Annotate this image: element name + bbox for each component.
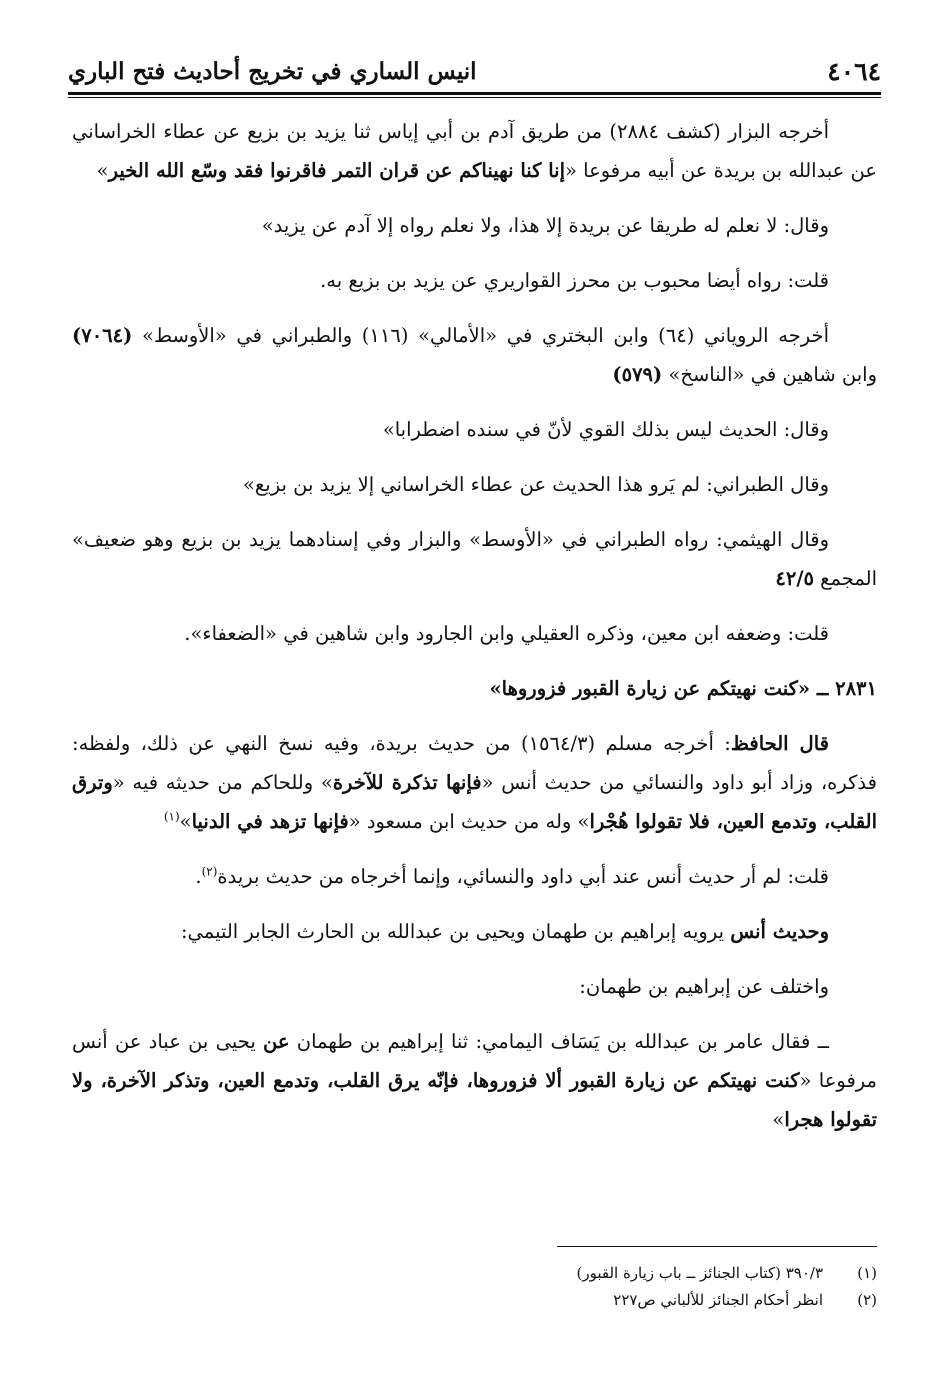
paragraph-5: وقال: الحديث ليس بذلك القوي لأنّ في سنده اضطرابا» [382, 418, 829, 441]
paragraph-2: وقال: لا نعلم له طريقا عن بريدة إلا هذا، ولا نعلم رواه إلا آدم عن يزيد» [261, 214, 829, 237]
paragraph-7: وقال الهيثمي: رواه الطبراني في «الأوسط» والبزار وفي إسنادهما يزيد بن بزيع وهو ضعيف» المجمع ٤٢/٥ [72, 528, 877, 590]
book-title: انيس الساري في تخريج أحاديث فتح الباري [68, 57, 477, 85]
main-text [72, 112, 877, 1155]
header-rule [68, 92, 881, 98]
hadith-heading-2831: ٢٨٣١ ــ «كنت نهيتكم عن زيارة القبور فزوروها» [489, 677, 877, 700]
footnote-1 [72, 1260, 877, 1287]
footnotes [72, 1260, 877, 1314]
page-header [68, 54, 881, 88]
footnote-number: (٢) [857, 1291, 877, 1309]
page-number: ٤٠٦٤ [827, 56, 881, 86]
paragraph-12: وحديث أنس يرويه إبراهيم بن طهمان ويحيى بن عبدالله بن الحارث الجابر التيمي: [180, 920, 829, 943]
footnote-text: ٣٩٠/٣ (كتاب الجنائز ــ باب زيارة القبور) [576, 1264, 823, 1282]
footnote-rule [557, 1246, 877, 1247]
footnote-ref-2[interactable]: (٢) [201, 864, 218, 879]
paragraph-1: أخرجه البزار (كشف ٢٨٨٤) من طريق آدم بن أبي إياس ثنا يزيد بن بزيع عن عطاء الخراساني عن عبدالله بن بريدة عن أبيه مرفوعا «إنا كنا نهيناكم عن قران التمر فاقرنوا فقد وسّع الله الخير» [72, 120, 877, 182]
paragraph-8: قلت: وضعفه ابن معين، وذكره العقيلي وابن الجارود وابن شاهين في «الضعفاء». [184, 622, 829, 645]
footnote-2 [72, 1287, 877, 1314]
paragraph-14: ــ فقال عامر بن عبدالله بن يَسَاف اليمامي: ثنا إبراهيم بن طهمان عن يحيى بن عباد عن أنس مرفوعا «كنت نهيتكم عن زيارة القبور ألا فزوروها، فإنّه يرق القلب، وتدمع العين، وتذكر الآخرة، ولا تقولوا هجرا» [72, 1030, 877, 1131]
paragraph-6: وقال الطبراني: لم يَرو هذا الحديث عن عطاء الخراساني إلا يزيد بن بزيع» [243, 473, 829, 496]
paragraph-11: قلت: لم أر حديث أنس عند أبي داود والنسائي، وإنما أخرجاه من حديث بريدة$^{(٢)}$. [195, 864, 829, 888]
footnote-text: انظر أحكام الجنائز للألباني ص٢٢٧ [613, 1291, 823, 1309]
paragraph-4: أخرجه الروياني (٦٤) وابن البختري في «الأمالي» (١١٦) والطبراني في «الأوسط» (٧٠٦٤) وابن شاهين في «الناسخ» (٥٧٩) [72, 324, 877, 386]
paragraph-3: قلت: رواه أيضا محبوب بن محرز القواريري عن يزيد بن بزيع به. [320, 269, 829, 292]
footnote-number: (١) [857, 1264, 877, 1282]
footnote-ref-1[interactable]: (١) [163, 809, 180, 824]
paragraph-10: قال الحافظ: أخرجه مسلم (١٥٦٤/٣) من حديث بريدة، وفيه نسخ النهي عن ذلك، ولفظه: فذكره، وزاد أبو داود والنسائي من حديث أنس «فإنها تذكرة للآخرة» وللحاكم من حديثه فيه «وترق القلب، وتدمع العين، فلا تقولوا هُجْرا» وله من حديث ابن مسعود «فإنها تزهد في الدنيا»$^{(١)}$ [72, 732, 877, 833]
paragraph-13: واختلف عن إبراهيم بن طهمان: [579, 975, 829, 998]
